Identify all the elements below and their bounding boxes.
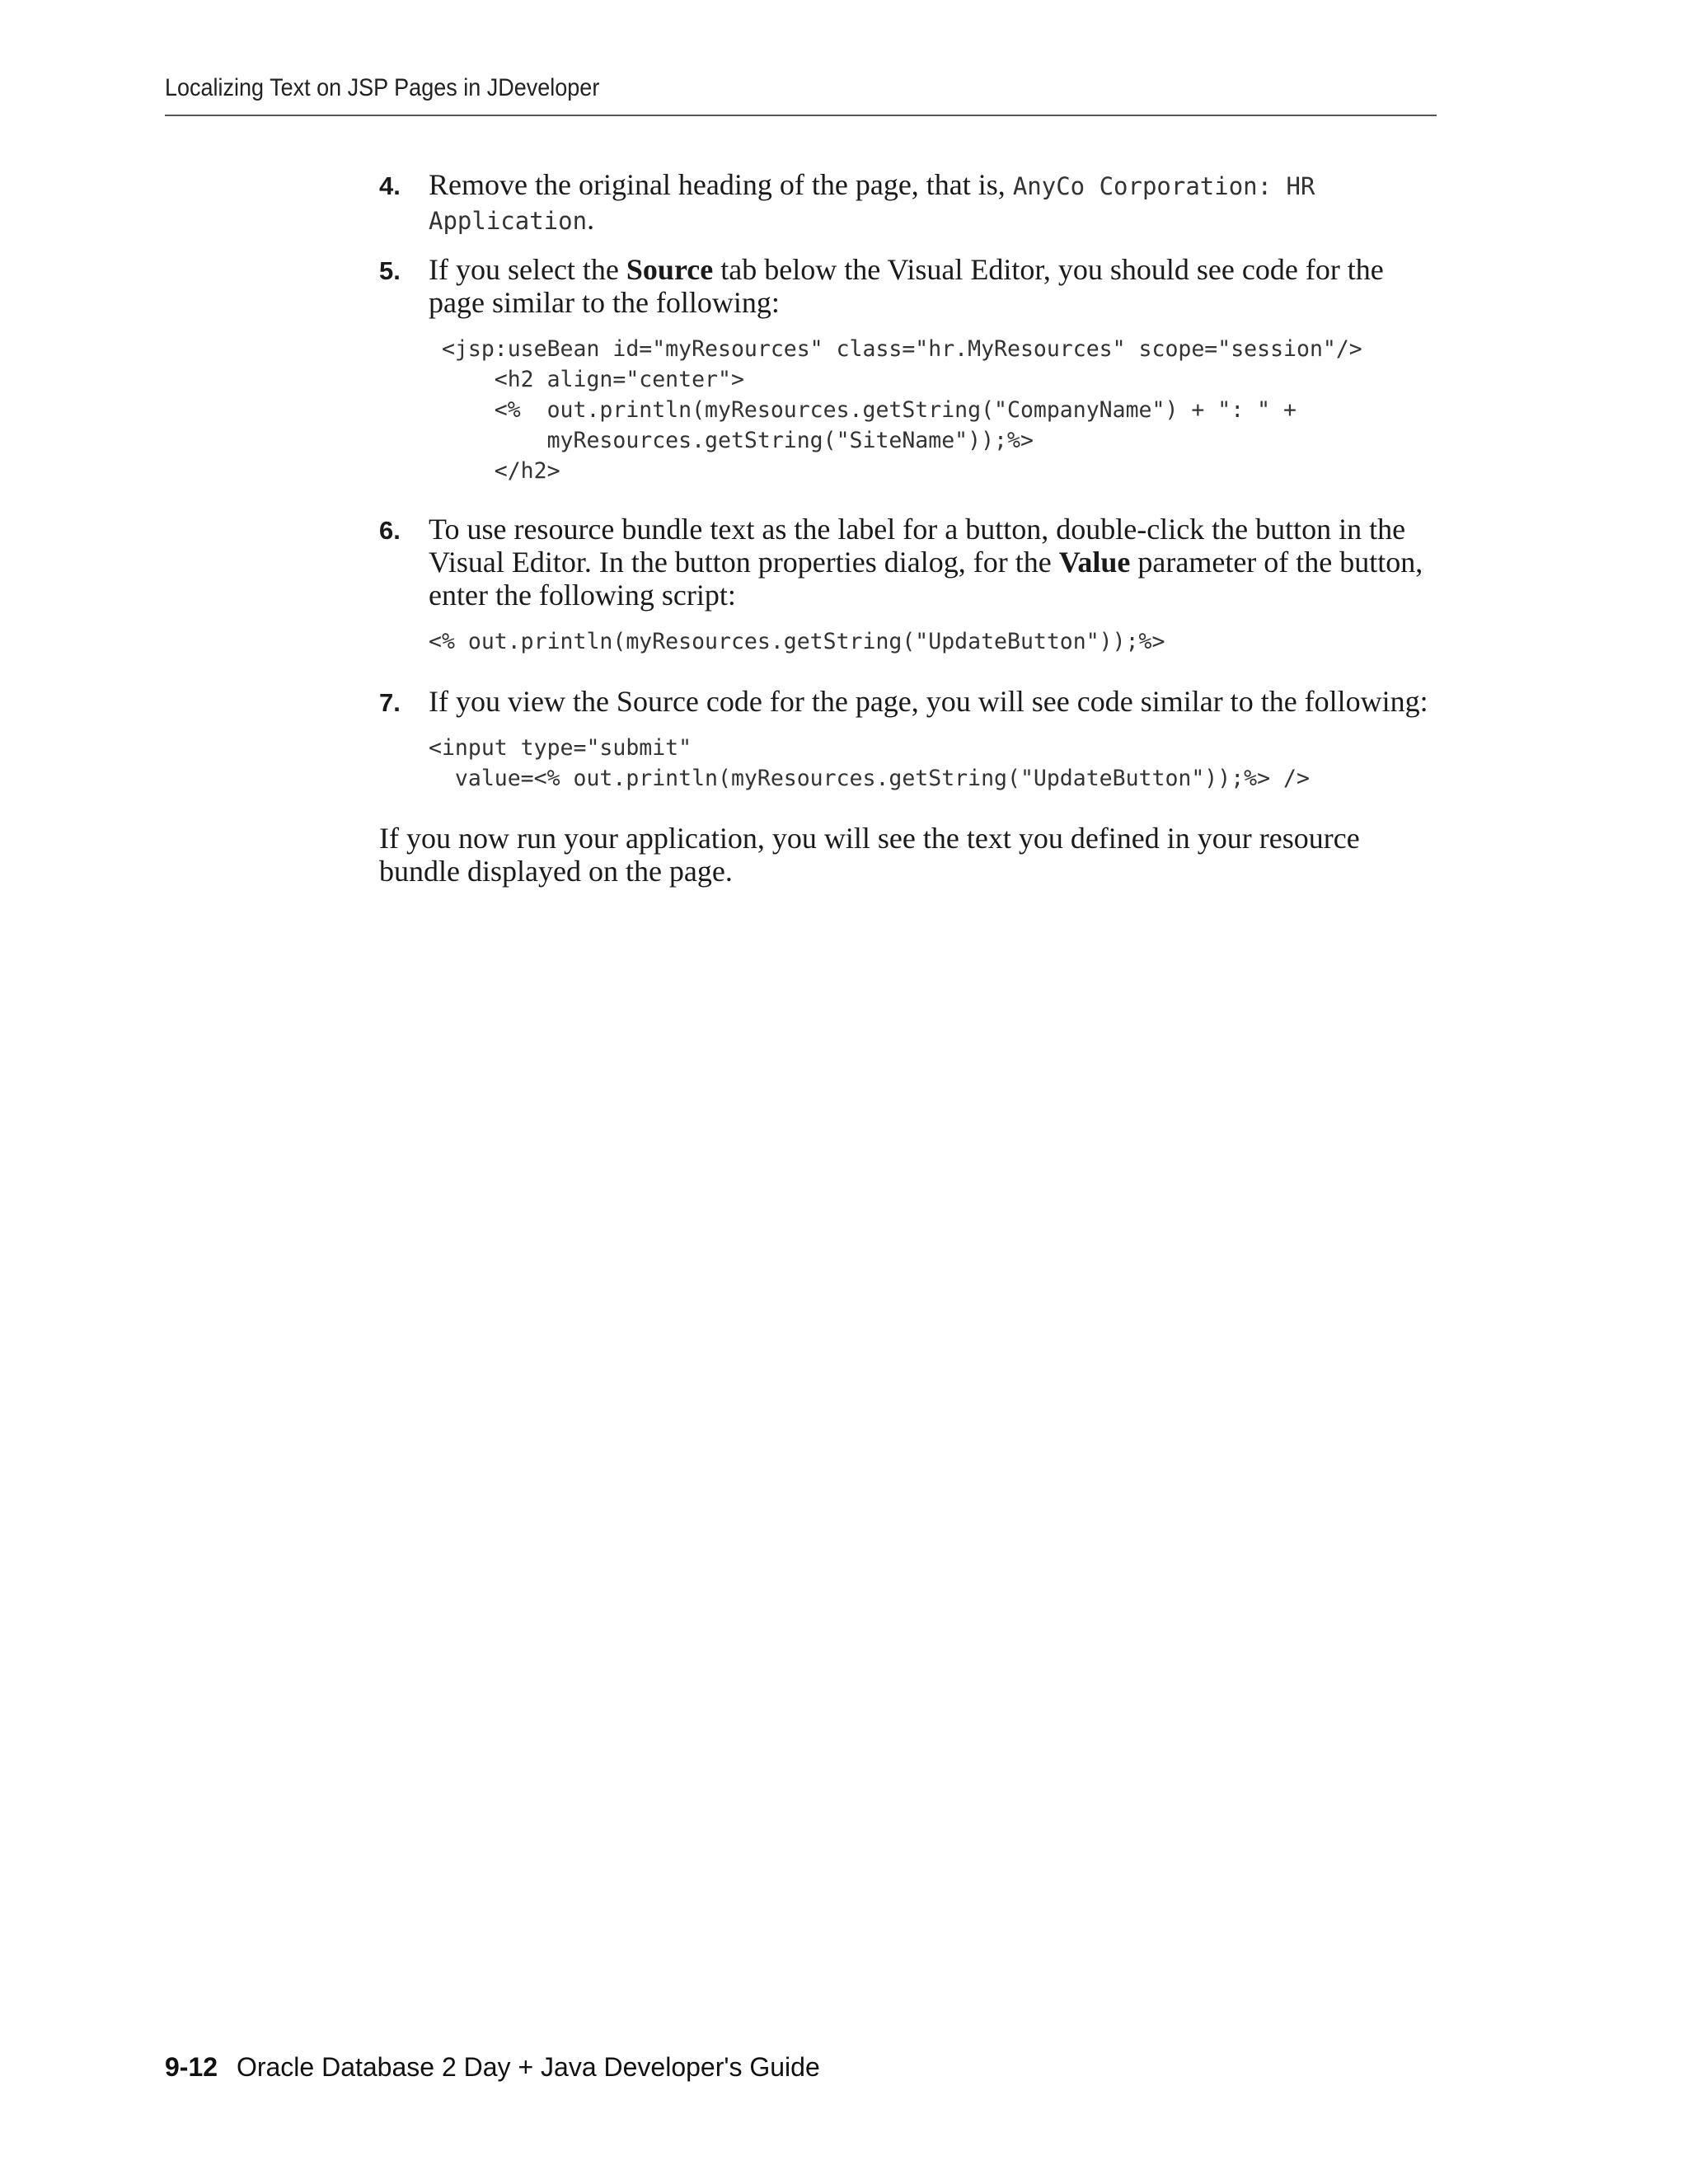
- bold-term: Value: [1058, 546, 1131, 579]
- step-text-after: parameter of the button, enter the following script:: [429, 546, 1423, 612]
- step-number: 5.: [379, 256, 401, 285]
- step-text: [429, 253, 1442, 319]
- step-6: [379, 513, 1442, 657]
- step-4: [379, 168, 1442, 237]
- inline-code-continued: Application: [429, 207, 588, 235]
- book-title: Oracle Database 2 Day + Java Developer's Guide: [236, 2052, 820, 2082]
- step-text: [429, 513, 1442, 612]
- running-header-title: Localizing Text on JSP Pages in JDeveloper: [165, 74, 600, 101]
- page-body: [379, 168, 1442, 917]
- step-text-before: If you select the: [429, 253, 626, 286]
- inline-code: AnyCo Corporation: HR: [1012, 172, 1315, 200]
- code-block: <input type="submit" value=<% out.println(myResources.getString("UpdateButton"));%> />: [429, 735, 1310, 791]
- step-text-after: .: [587, 203, 595, 236]
- step-5: [379, 253, 1442, 486]
- step-7: [379, 685, 1442, 794]
- step-number: 4.: [379, 171, 401, 200]
- step-text: If you view the Source code for the page, you will see code similar to the following:: [429, 685, 1428, 718]
- page-footer: [165, 2052, 820, 2083]
- step-text: [429, 168, 1442, 237]
- step-number: 7.: [379, 688, 401, 717]
- step-text-after: tab below the Visual Editor, you should see code for the page similar to the following:: [429, 253, 1384, 319]
- header-rule: [165, 115, 1437, 116]
- step-text: [429, 685, 1442, 718]
- page-number: 9-12: [165, 2052, 218, 2082]
- step-text-before: Remove the original heading of the page, that is,: [429, 168, 1013, 201]
- bold-term: Source: [626, 253, 714, 286]
- closing-paragraph: If you now run your application, you will see the text you defined in your resource bundle displayed on the page.: [379, 822, 1360, 888]
- code-block: <jsp:useBean id="myResources" class="hr.MyResources" scope="session"/> <h2 align="center"> <% out.println(myResources.getString("CompanyName") + ": " + myResources.getString("SiteName"));%> </h2>: [441, 336, 1362, 484]
- code-block: <% out.println(myResources.getString("UpdateButton"));%>: [429, 629, 1165, 654]
- step-number: 6.: [379, 516, 401, 545]
- step-text-before: To use resource bundle text as the label for a button, double-click the button in the Visual Editor. In the button properties dialog, for the: [429, 513, 1406, 579]
